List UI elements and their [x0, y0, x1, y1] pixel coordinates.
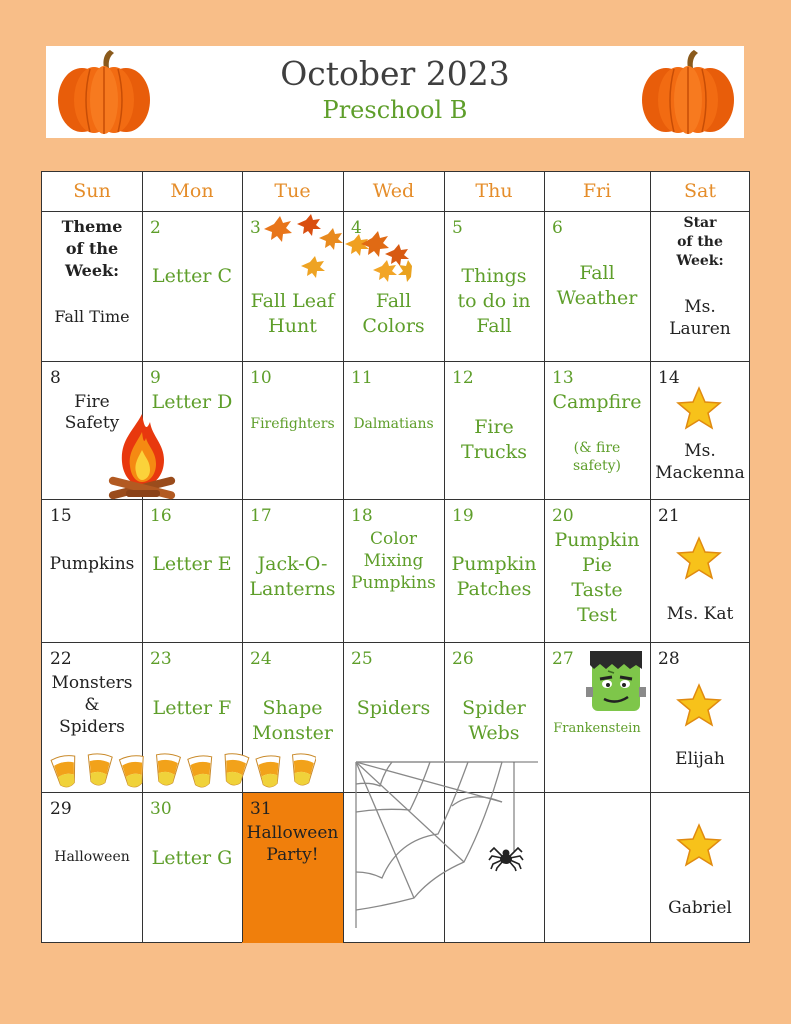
day-cell-16: 16 Letter E — [150, 506, 232, 575]
star-icon — [676, 683, 722, 727]
day-cell-26: 26 Spider Webs — [452, 649, 526, 744]
day-cell-4: 4 Fall Colors — [351, 218, 425, 337]
spider-icon — [488, 844, 524, 872]
day-cell-27: 27 Frankenstein — [544, 643, 650, 792]
day-cell-2: 2 Letter C — [150, 218, 233, 287]
day-cell-25: 25 Spiders — [351, 649, 431, 719]
day-cell-28: 28 Elijah — [658, 649, 725, 769]
frankenstein-icon — [586, 647, 646, 713]
calendar-header — [46, 46, 744, 138]
theme-heading: Theme of the Week: — [61, 217, 123, 280]
day-cell-13: 13 Campfire (& fire safety) — [552, 368, 642, 474]
star-of-week-cell — [650, 212, 750, 361]
campfire-icon — [106, 410, 178, 510]
weekday-fri: Fri — [582, 180, 612, 202]
day-cell-6: 6 Fall Weather — [552, 218, 638, 309]
pumpkin-icon — [638, 50, 738, 136]
weekday-sun: Sun — [73, 180, 111, 202]
day-cell-23: 23 Letter F — [150, 649, 232, 719]
day-cell-3: 3 Fall Leaf Hunt — [250, 218, 335, 337]
day-cell-22: 22 Monsters & Spiders — [50, 649, 133, 737]
day-cell-29: 29 Halloween — [50, 799, 130, 865]
day-cell-19: 19 Pumpkin Patches — [451, 506, 537, 600]
day-cell-21: 21 Ms. Kat — [658, 506, 734, 624]
weekday-tue: Tue — [274, 180, 311, 202]
day-cell-5: 5 Things to do in Fall — [452, 218, 531, 337]
theme-text: Fall Time — [54, 307, 130, 326]
star-cell-last-week: Gabriel — [650, 793, 750, 943]
star-name: Ms. Lauren — [669, 297, 731, 339]
autumn-leaves-icon — [254, 214, 414, 286]
day-cell-11: 11 Dalmatians — [351, 368, 434, 432]
day-cell-17: 17 Jack-O- Lanterns — [249, 506, 336, 600]
day-cell-10: 10 Firefighters — [250, 368, 335, 432]
page-title: October 2023 — [280, 54, 510, 93]
weekday-thu: Thu — [475, 180, 513, 202]
candy-corn-icon — [50, 752, 316, 792]
day-cell-14: 14 Ms. Mackenna — [655, 368, 745, 483]
day-cell-18: 18 Color Mixing Pumpkins — [351, 506, 436, 593]
weekday-sat: Sat — [684, 180, 716, 202]
calendar-grid — [41, 171, 750, 943]
day-cell-8: 8 Fire Safety — [50, 368, 120, 433]
day-cell-12: 12 Fire Trucks — [452, 368, 527, 463]
page-subtitle: Preschool B — [322, 96, 468, 124]
star-icon — [676, 386, 722, 430]
star-icon — [676, 536, 722, 580]
day-cell-9: 9 Letter D — [150, 368, 233, 413]
weekday-mon: Mon — [170, 180, 214, 202]
star-icon — [676, 823, 722, 867]
weekday-wed: Wed — [372, 180, 415, 202]
day-cell-24: 24 Shape Monster — [250, 649, 333, 744]
day-cell-15: 15 Pumpkins — [49, 506, 135, 574]
day-cell-31: 31 Halloween Party! — [246, 799, 339, 865]
star-heading: Star of the Week: — [676, 215, 724, 269]
day-cell-30: 30 Letter G — [150, 799, 233, 869]
day-cell-20: 20 Pumpkin Pie Taste Test — [552, 506, 640, 626]
theme-of-week-cell — [42, 212, 142, 361]
